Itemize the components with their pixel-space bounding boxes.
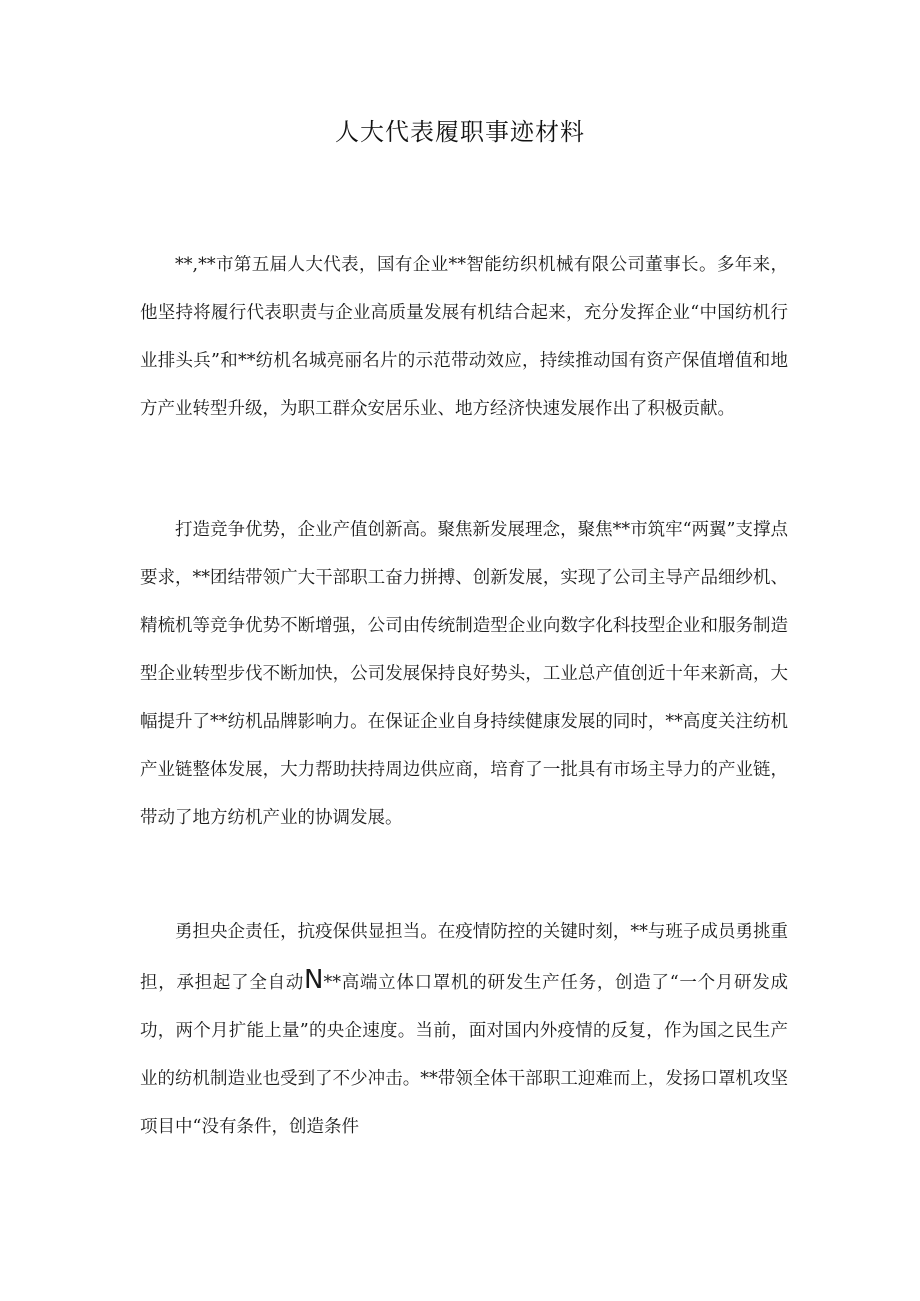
paragraph-3-text-after: **高端立体口罩机的研发生产任务，创造了“一个月研发成功，两个月扩能上量”的央企速度。当前，面对国内外疫情的反复，作为国之民生产业的纺机制造业也受到了不少冲击。**带领全体干部职工迎难而上，发扬口罩机攻坚项目中“没有条件，创造条件 bbox=[140, 973, 788, 1137]
paragraph-1: **,**市第五届人大代表，国有企业**智能纺织机械有限公司董事长。多年来，他坚持将履行代表职责与企业高质量发展有机结合起来，充分发挥企业“中国纺机行业排头兵”和**纺机名城亮丽名片的示范带动效应，持续推动国有资产保值增值和地方产业转型升级，为职工群众安居乐业、地方经济快速发展作出了积极贡献。 bbox=[140, 255, 788, 419]
paragraph-3-text-before: 勇担央企责任，抗疫保供显担当。在疫情防控的关键时刻，**与班子成员勇挑重担，承担起了全自动 bbox=[140, 922, 788, 993]
paragraph-3-big-letter: N bbox=[304, 965, 324, 995]
paragraph-2: 打造竞争优势，企业产值创新高。聚焦新发展理念，聚焦**市筑牢“两翼”支撑点要求，**团结带领广大干部职工奋力拼搏、创新发展，实现了公司主导产品细纱机、精梳机等竞争优势不断增强，公司由传统制造型企业向数字化科技型企业和服务制造型企业转型步伐不断加快，公司发展保持良好势头，工业总产值创近十年来新高，大幅提升了**纺机品牌影响力。在保证企业自身持续健康发展的同时，**高度关注纺机产业链整体发展，大力帮助扶持周边供应商，培育了一批具有市场主导力的产业链，带动了地方纺机产业的协调发展。 bbox=[140, 520, 788, 828]
paragraph-3 bbox=[140, 908, 788, 1151]
document-title: 人大代表履职事迹材料 bbox=[335, 118, 585, 146]
